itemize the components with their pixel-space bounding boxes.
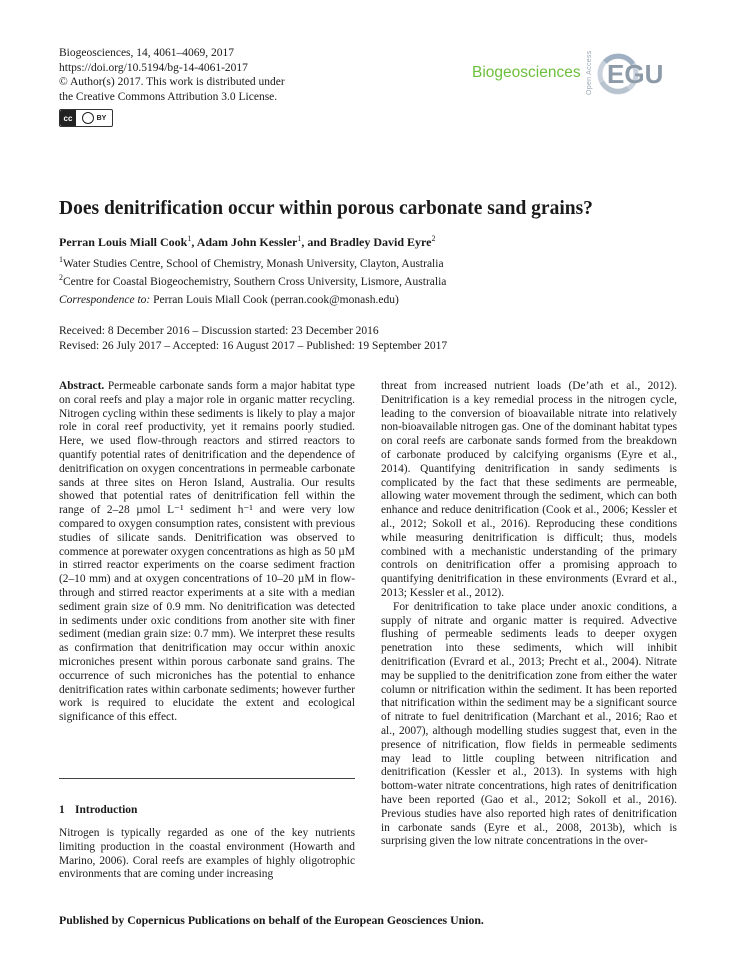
affiliation-2: $^2$Centre for Coastal Biogeochemistry, Southern Cross University, Lismore, Australia	[59, 273, 447, 289]
section-number: 1	[59, 804, 65, 816]
correspondence-contact[interactable]: Perran Louis Miall Cook (perran.cook@monash.edu)	[150, 294, 399, 306]
affiliations	[59, 253, 446, 290]
author-1[interactable]: Perran Louis Miall Cook	[59, 235, 188, 249]
author-3-affil: 2	[431, 234, 436, 243]
citation-block	[59, 46, 285, 104]
author-2-affil: 1	[297, 234, 302, 243]
author-separator: ,	[191, 235, 197, 249]
revised-dates: Revised: 26 July 2017 – Accepted: 16 August 2017 – Published: 19 September 2017	[59, 339, 448, 352]
article-title: Does denitrification occur within porous carbonate sand grains?	[59, 198, 593, 219]
citation: Biogeosciences, 14, 4061–4069, 2017	[59, 47, 235, 59]
author-3[interactable]: Bradley David Eyre	[329, 235, 432, 249]
publication-dates	[59, 324, 447, 353]
section-title: Introduction	[75, 804, 138, 816]
cc-by-license-badge[interactable]	[59, 109, 113, 127]
doi-link[interactable]: https://doi.org/10.5194/bg-14-4061-2017	[59, 61, 248, 74]
journal-name: Biogeosciences	[472, 64, 581, 81]
publisher-footer: Published by Copernicus Publications on behalf of the European Geosciences Union.	[59, 913, 484, 927]
abstract-label: Abstract.	[59, 380, 105, 392]
copyright: © Author(s) 2017. This work is distributed under	[59, 76, 285, 88]
egu-wordmark: EGU	[607, 59, 664, 89]
author-separator: , and	[301, 235, 330, 249]
section-heading-introduction	[59, 804, 137, 816]
introduction-paragraph-1: Nitrogen is typically regarded as one of the key nutrients limiting production in the coastal environment (Howarth and Marino, 2006). Coral reefs are examples of highly oligotrophic environments that are coming under increasing	[59, 827, 355, 881]
received-dates: Received: 8 December 2016 – Discussion started: 23 December 2016	[59, 325, 379, 337]
abstract	[59, 380, 355, 725]
abstract-text: Permeable carbonate sands form a major habitat type on coral reefs and play a major role in organic matter recycling. Nitrogen cycling within these sediments is likely to play a major role in coral reef productivity, yet it remains poorly studied. Here, we used flow-through reactors and stirred reactors to quantify potential rates of denitrification and the dependence of denitrification on oxygen concentrations in permeable carbonate sands at three sites on Heron Island, Australia. Our results showed that potential rates of denitrification fell within the range of 2–28 µmol L⁻¹ sediment h⁻¹ and were very low compared to oxygen consumption rates, consistent with previous studies of silicate sands. Denitrification was observed to commence at porewater oxygen concentrations as high as 50 µM in stirred reactor experiments on the coarse sediment fraction (2–10 mm) and at oxygen concentrations of 10–20 µM in flow-through and stirred reactor experiments at a site with a median sediment grain size of 0.9 mm. No denitrification was detected in sediments under oxic conditions from another site with finer sediment (median grain size: 0.7 mm). We interpret these results as confirmation that denitrification may occur within anoxic microniches present within porous carbonate sand grains. The occurrence of such microniches has the potential to enhance denitrification rates within carbonate sediments; however further work is required to elucidate the extent and ecological significance of this effect.	[59, 380, 355, 724]
introduction-right-column	[381, 380, 677, 849]
egu-logo	[468, 44, 683, 104]
introduction-paragraph-2: For denitrification to take place under anoxic conditions, a supply of nitrate and organic matter is required. Advective flushing of permeable sediments leads to deeper oxygen penetration into these sediments, which will inhibit denitrification (Evrard et al., 2013; Precht et al., 2004). Nitrate may be supplied to the denitrification zone from either the water column or nitrification within the sediment. It has been reported that nitrification within the sediment may be a significant source of nitrate to fuel denitrification (Marchant et al., 2016; Rao et al., 2007), although modelling studies suggest that, even in the presence of nitrification, flow fields in permeable sediments may lead to little coupling between nitrification and denitrification (Kessler et al., 2013). In systems with high bottom-water nitrate concentrations, high rates of denitrification have been reported (Gao et al., 2012; Sokoll et al., 2016). Previous studies have also reported high rates of denitrification in carbonate sands (Eyre et al., 2008, 2013b), which is surprising given the low nitrate concentrations in the over-	[381, 600, 677, 848]
license: the Creative Commons Attribution 3.0 License.	[59, 90, 278, 103]
author-1-affil: 1	[187, 234, 192, 243]
attribution-person-icon	[82, 112, 94, 124]
author-list	[59, 234, 436, 250]
by-icon	[76, 112, 112, 124]
author-2[interactable]: Adam John Kessler	[196, 235, 298, 249]
cc-icon: cc	[60, 110, 76, 126]
correspondence-label: Correspondence to:	[59, 294, 151, 306]
abstract-divider	[59, 778, 355, 779]
introduction-paragraph-1-continued: threat from increased nutrient loads (De’ath et al., 2012). Denitrification is a key remedial process in the nitrogen cycle, leading to the conversion of bioavailable nitrate into relatively non-bioavailable nitrogen gas. One of the dominant habitat types on coral reefs are carbonate sands formed from the breakdown of carbonate produced by calcifying organisms (Eyre et al., 2014). Quantifying denitrification in sandy sediments is complicated by the fact that these sediments are permeable, allowing water movement through the sediment, which can both enhance and reduce denitrification (Cook et al., 2006; Kessler et al., 2012; Sokoll et al., 2016). Reproducing these conditions while measuring denitrification is difficult; thus, models combined with a mechanistic understanding of the primary controls on denitrification offer a promising approach to quantifying denitrification in these environments (Evrard et al., 2013; Kessler et al., 2012).	[381, 380, 677, 599]
affiliation-1: $^1$Water Studies Centre, School of Chemistry, Monash University, Clayton, Australia	[59, 255, 444, 270]
by-label: BY	[96, 114, 107, 122]
correspondence	[59, 294, 399, 306]
open-access-label: Open Access	[586, 50, 593, 96]
